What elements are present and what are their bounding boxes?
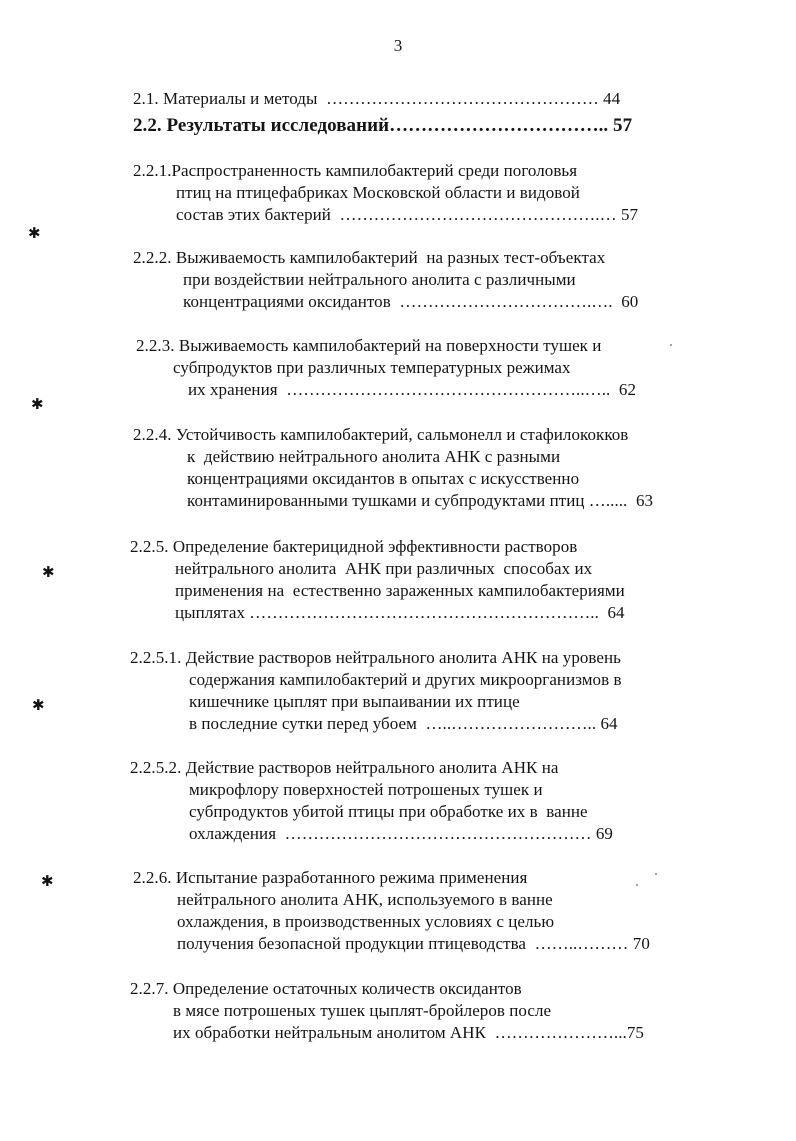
binding-hole-mark: ✱ [31, 395, 44, 413]
toc-entry-2-2-2-line-2: при воздействии нейтрального анолита с различными [183, 270, 576, 289]
toc-entry-2-2-5-line-1: 2.2.5. Определение бактерицидной эффективности растворов [130, 537, 578, 556]
toc-entry-2-2-5-2-line-4: охлаждения ……………………………………………… 69 [189, 824, 613, 843]
toc-entry-2-2-3-line-3: их хранения ……………………………………………..….. 62 [188, 380, 637, 399]
toc-entry-2-2-4-line-3: концентрациями оксидантов в опытах с искусственно [187, 469, 580, 488]
toc-entry-2-2-5-line-3: применения на естественно зараженных кампилобактериями [175, 581, 625, 600]
toc-entry-2-2-5-line-4: цыплятах …………………………………………………….. 64 [175, 603, 625, 622]
toc-entry-2-2-3-line-2: субпродуктов при различных температурных режимах [173, 358, 571, 377]
binding-hole-mark: ✱ [41, 872, 54, 890]
toc-entry-2-2-1-line-2: птиц на птицефабриках Московской области и видовой [176, 183, 580, 202]
toc-entry-2-2-7-line-1: 2.2.7. Определение остаточных количеств оксидантов [130, 979, 522, 998]
toc-entry-2-2-7-line-3: их обработки нейтральным анолитом АНК …………………...75 [173, 1023, 644, 1042]
toc-entry-2-2-5-line-2: нейтрального анолита АНК при различных способах их [175, 559, 593, 578]
toc-entry-2-2-4-line-2: к действию нейтрального анолита АНК с разными [187, 447, 561, 466]
toc-entry-2-2-5-1-line-4: в последние сутки перед убоем …..…………………….. 64 [189, 714, 618, 733]
binding-hole-mark: ✱ [28, 224, 41, 242]
toc-entry-2-2-5-2-line-3: субпродуктов убитой птицы при обработке их в ванне [189, 802, 588, 821]
toc-entry-2-2-2-line-3: концентрациями оксидантов …………………………….…. 60 [183, 292, 639, 311]
page-number: 3 [393, 36, 403, 55]
scan-speck [636, 884, 638, 886]
toc-entry-2-2-1-line-3: состав этих бактерий ……………………………………….… 57 [176, 205, 639, 224]
toc-entry-2-2-2-line-1: 2.2.2. Выживаемость кампилобактерий на разных тест-объектах [133, 248, 606, 267]
toc-entry-2-2-3-line-1: 2.2.3. Выживаемость кампилобактерий на поверхности тушек и [136, 336, 602, 355]
toc-entry-2-2-4-line-1: 2.2.4. Устойчивость кампилобактерий, сальмонелл и стафилококков [133, 425, 629, 444]
toc-entry-2-2-5-1-line-2: содержания кампилобактерий и других микроорганизмов в [189, 670, 622, 689]
toc-entry-2-2-6-line-1: 2.2.6. Испытание разработанного режима применения [133, 868, 528, 887]
scan-speck [655, 873, 657, 875]
toc-entry-2-2-5-2-line-2: микрофлору поверхностей потрошеных тушек и [189, 780, 543, 799]
toc-entry-2-2-5-1-line-1: 2.2.5.1. Действие растворов нейтрального анолита АНК на уровень [130, 648, 621, 667]
toc-entry-2-2-5-2-line-1: 2.2.5.2. Действие растворов нейтрального анолита АНК на [130, 758, 559, 777]
toc-entry-2-2-6-line-4: получения безопасной продукции птицеводства ……..……… 70 [177, 934, 650, 953]
toc-entry-2-2-6-line-2: нейтрального анолита АНК, используемого в ванне [177, 890, 553, 909]
toc-entry-2-2-1-line-1: 2.2.1.Распространенность кампилобактерий среди поголовья [133, 161, 578, 180]
toc-entry-2-2-6-line-3: охлаждения, в производственных условиях с целью [177, 912, 555, 931]
toc-entry-2-2-4-line-4: контаминированными тушками и субпродуктами птиц …..... 63 [187, 491, 654, 510]
toc-entry-2-2-5-1-line-3: кишечнике цыплят при выпаивании их птице [189, 692, 520, 711]
scan-speck [670, 344, 672, 346]
toc-entry-2-2-7-line-2: в мясе потрошеных тушек цыплят-бройлеров после [173, 1001, 552, 1020]
toc-entry-2-1: 2.1. Материалы и методы ………………………………………… 44 [133, 89, 621, 108]
toc-entry-2-2: 2.2. Результаты исследований…………………………….. 57 [133, 115, 633, 136]
binding-hole-mark: ✱ [42, 563, 55, 581]
binding-hole-mark: ✱ [32, 696, 45, 714]
